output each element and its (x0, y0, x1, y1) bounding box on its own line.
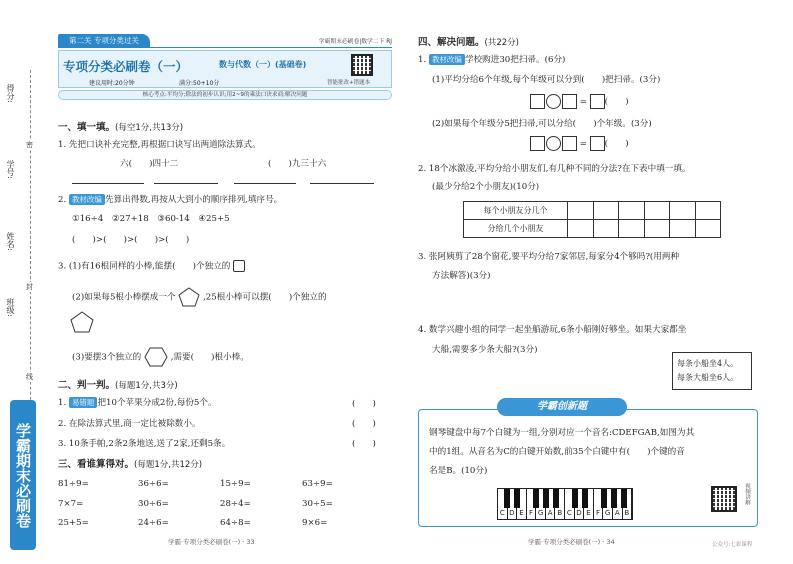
section-1-title: 一、填一填。 (58, 122, 116, 133)
eq-operator-circle[interactable] (546, 136, 561, 151)
eq-operator-circle[interactable] (546, 94, 561, 109)
white-key: C (565, 489, 575, 519)
footer-corner: 公众号:七彩课程 (712, 542, 753, 548)
page-subtitle: 数与代数（一）(基础卷) (219, 60, 307, 69)
q2-row (58, 194, 282, 206)
q3c-text (72, 347, 249, 367)
black-key (504, 489, 510, 508)
table-cell[interactable] (644, 202, 670, 220)
calc-item[interactable]: 24÷6= (138, 518, 169, 528)
eq-box[interactable] (562, 136, 577, 151)
p1-number: 1. (418, 55, 429, 65)
table-cell[interactable] (619, 220, 645, 238)
white-key: D (575, 489, 585, 519)
p1-eq1: = ( ) (530, 94, 629, 109)
q1-answer-line-1[interactable] (72, 183, 144, 184)
innovation-text-2[interactable]: 中的1组。从音名为C的白键开始数,前35个白键中有( )个键的音 (429, 447, 685, 457)
section-4-heading (418, 34, 519, 48)
section-3-title: 三、看谁算得对。 (58, 459, 135, 470)
judge-1-tag: 易错题 (69, 397, 98, 408)
section-1-heading (58, 119, 183, 133)
table-cell[interactable] (593, 202, 619, 220)
table-cell[interactable] (695, 220, 721, 238)
black-key (514, 489, 520, 508)
eq-box[interactable] (590, 136, 605, 151)
innovation-text-1: 钢琴键盘中每7个白键为一组,分别对应一个音名:CDEFGAB,如图为其 (429, 428, 695, 438)
q3a-label: 3. (1)有16根同样的小棒,能摆( )个独立的 (58, 261, 231, 272)
judge-3-mark[interactable]: ( ) (352, 439, 376, 449)
white-key: F (594, 489, 604, 519)
q3b-text (72, 287, 327, 307)
calc-item[interactable]: 28÷4= (220, 499, 251, 509)
p3-text: 3. 张阿姨剪了28个窗花,要平均分给7家邻居,每家分4个够吗?(用两种 (418, 252, 680, 262)
judge-3-text: 3. 10条手帕,2条2条地送,送了2家,还剩5条。 (58, 439, 231, 449)
innovation-text-3: 名是B。(10分) (429, 466, 488, 476)
table-cell[interactable] (695, 202, 721, 220)
q1-text: 1. 先把口诀补充完整,再根据口诀写出两道除法算式。 (58, 140, 261, 150)
white-key: E (584, 489, 594, 519)
q1-mnemonic-a[interactable]: 六( )四十二 (120, 159, 179, 169)
white-key: E (517, 489, 527, 519)
table-cell[interactable] (670, 202, 696, 220)
white-key: A (546, 489, 556, 519)
p1-row (418, 54, 565, 66)
p1-eq2: = ( ) (530, 136, 629, 151)
white-key: C (498, 489, 508, 519)
table-row (464, 202, 721, 220)
judge-1-number: 1. (58, 398, 69, 408)
calc-item[interactable]: 9×6= (302, 518, 328, 528)
section-4-title: 四、解决问题。 (418, 37, 485, 48)
p2-row1-label: 每个小朋友分几个 (464, 202, 568, 220)
q2-items: ①16÷4 ②27+18 ③60-14 ④25+5 (72, 214, 230, 224)
section-3-note: (每题1分,共12分) (134, 460, 203, 470)
q2-order[interactable]: ( )>( )>( )>( ) (72, 235, 190, 245)
judge-2-mark[interactable]: ( ) (352, 419, 376, 429)
square-icon (233, 260, 245, 272)
table-cell[interactable] (644, 220, 670, 238)
footer-right: 学霸·专项分类必刷卷(一) · 34 (528, 538, 615, 546)
footer-left: 学霸·专项分类必刷卷(一) · 33 (168, 538, 255, 546)
black-key (621, 489, 627, 508)
full-score: 满分:50+10分 (179, 80, 220, 87)
white-key: A (613, 489, 623, 519)
white-key: B (555, 489, 565, 519)
section-2-heading (58, 377, 178, 391)
section-2-note: (每题1分,共3分) (115, 381, 178, 391)
q3c-pre: (3)要摆3个独立的 (72, 352, 142, 363)
judge-2-text: 2. 在除法算式里,商一定比被除数小。 (58, 419, 201, 429)
calc-item[interactable]: 30÷6= (138, 499, 169, 509)
p1-s1[interactable]: (1)平均分给6个年级,每个年级可以分到( )把扫帚。(3分) (432, 75, 661, 85)
eq-box[interactable] (562, 94, 577, 109)
qr-caption: 智能批改+错题本 (327, 80, 371, 86)
calc-item[interactable]: 64÷8= (220, 518, 251, 528)
black-key (543, 489, 549, 508)
calc-item[interactable]: 36÷6= (138, 479, 169, 489)
black-key (601, 489, 607, 508)
black-key (553, 489, 559, 508)
q2-tag: 教材改编 (69, 194, 105, 205)
pentagon-icon (70, 311, 94, 333)
table-cell[interactable] (568, 220, 594, 238)
calc-item[interactable]: 15÷9= (220, 479, 251, 489)
p1-eq1-unit[interactable]: ( ) (604, 97, 629, 107)
p4-note-box (672, 352, 752, 390)
calc-item[interactable]: 25+5= (58, 518, 89, 528)
p2-row2-label: 分给几个小朋友 (464, 220, 568, 238)
eq-box[interactable] (530, 136, 545, 151)
binding-sidebar (0, 0, 40, 564)
q1-mnemonic-b[interactable]: ( )九三十六 (268, 159, 327, 169)
calc-item[interactable]: 63÷9= (302, 479, 333, 489)
section-1-note: (每空1分,共13分) (115, 123, 184, 133)
black-key (611, 489, 617, 508)
p2-text: 2. 18个冰激凌,平均分给小朋友们,有几种不同的分法?在下表中填一填。 (418, 164, 691, 174)
section-4-note: (共22分) (484, 38, 519, 48)
seal-char-xian: 线 (26, 373, 33, 381)
q1-answer-line-2[interactable] (154, 183, 218, 184)
p2-table (463, 201, 721, 238)
eq-box[interactable] (590, 94, 605, 109)
name-field: 姓名: (6, 232, 15, 251)
p4-note-2: 每条大船坐6人。 (677, 373, 739, 382)
black-key (533, 489, 539, 508)
section-2-title: 二、判一判。 (58, 380, 116, 391)
judge-1-mark[interactable]: ( ) (352, 399, 376, 409)
calc-item[interactable]: 7×7= (58, 499, 84, 509)
q1-answer-line-4[interactable] (310, 183, 374, 184)
q3b-post: ,25根小棒可以摆( )个独立的 (203, 292, 327, 303)
p4-text2: 大船,需要多少条大船?(3分) (432, 345, 538, 355)
white-key: D (508, 489, 518, 519)
seal-char-feng: 封 (26, 283, 33, 291)
brand-vertical: 学霸期末必刷卷 (10, 400, 36, 550)
judge-1-text: 把10个苹果分成2份,每份5个。 (97, 398, 217, 408)
stage-tag: 第二关 专项分类过关 (58, 34, 150, 48)
core-focus-bar: 核心考点:平均分;除法的初步认识;用2~9的乘法口诀求商;解决问题 (58, 90, 392, 100)
q2-text: 先算出得数,再按从大到小的顺序排列,填序号。 (104, 195, 283, 205)
p1-s2[interactable]: (2)如果每个年级分5把扫帚,可以分给( )个年级。(3分) (432, 119, 652, 129)
student-number-field: 学号: (6, 160, 15, 179)
white-key: B (623, 489, 633, 519)
q1-answer-line-3[interactable] (234, 183, 296, 184)
table-cell[interactable] (593, 220, 619, 238)
p3-text2: 方法解答)(3分) (432, 271, 491, 281)
eq-box[interactable] (530, 94, 545, 109)
class-field: 班级: (6, 298, 15, 317)
innovation-banner: 学霸创新题 (497, 398, 627, 416)
p4-text: 4. 数学兴趣小组的同学一起坐船游玩,6条小船刚好够坐。如果大家都坐 (418, 325, 687, 335)
piano-keyboard (497, 488, 633, 520)
title-box (58, 50, 392, 88)
table-cell[interactable] (619, 202, 645, 220)
q3b-pre: (2)如果每5根小棒摆成一个 (72, 292, 176, 303)
section-3-heading (58, 456, 202, 470)
seal-char-mi: 密 (26, 141, 33, 149)
q3c-post: ,需要( )根小棒。 (170, 352, 249, 363)
seal-line (30, 70, 31, 450)
p2-text2: (最少分给2个小朋友)(10分) (432, 182, 540, 192)
series-tag: 学霸期末必刷卷|数学二下 RJ (318, 39, 392, 45)
white-key: G (603, 489, 613, 519)
qr-code-icon[interactable] (711, 486, 737, 512)
pentagon-icon (178, 287, 200, 307)
q3a-text (58, 260, 245, 273)
white-key: G (536, 489, 546, 519)
white-key: F (527, 489, 537, 519)
p1-tag: 教材改编 (429, 54, 465, 65)
table-cell[interactable] (568, 202, 594, 220)
qr-code-icon[interactable] (351, 54, 373, 76)
table-row (464, 220, 721, 238)
suggested-time: 建议用时:20分钟 (89, 80, 135, 87)
p1-eq2-unit[interactable]: ( ) (604, 139, 629, 149)
p1-text: 学校购进30把扫帚。(6分) (464, 55, 566, 65)
page-title: 专项分类必刷卷（一） (63, 59, 189, 74)
p4-note-1: 每条小船坐4人。 (677, 359, 739, 368)
black-key (582, 489, 588, 508)
video-caption: 视频讲解 (744, 483, 750, 505)
hexagon-icon (144, 347, 168, 367)
table-cell[interactable] (670, 220, 696, 238)
score-field: 得分: (6, 84, 15, 103)
judge-1 (58, 397, 217, 409)
calc-item[interactable]: 81÷9= (58, 479, 89, 489)
calc-item[interactable]: 30÷5= (302, 499, 333, 509)
black-key (572, 489, 578, 508)
q2-number: 2. (58, 195, 69, 205)
